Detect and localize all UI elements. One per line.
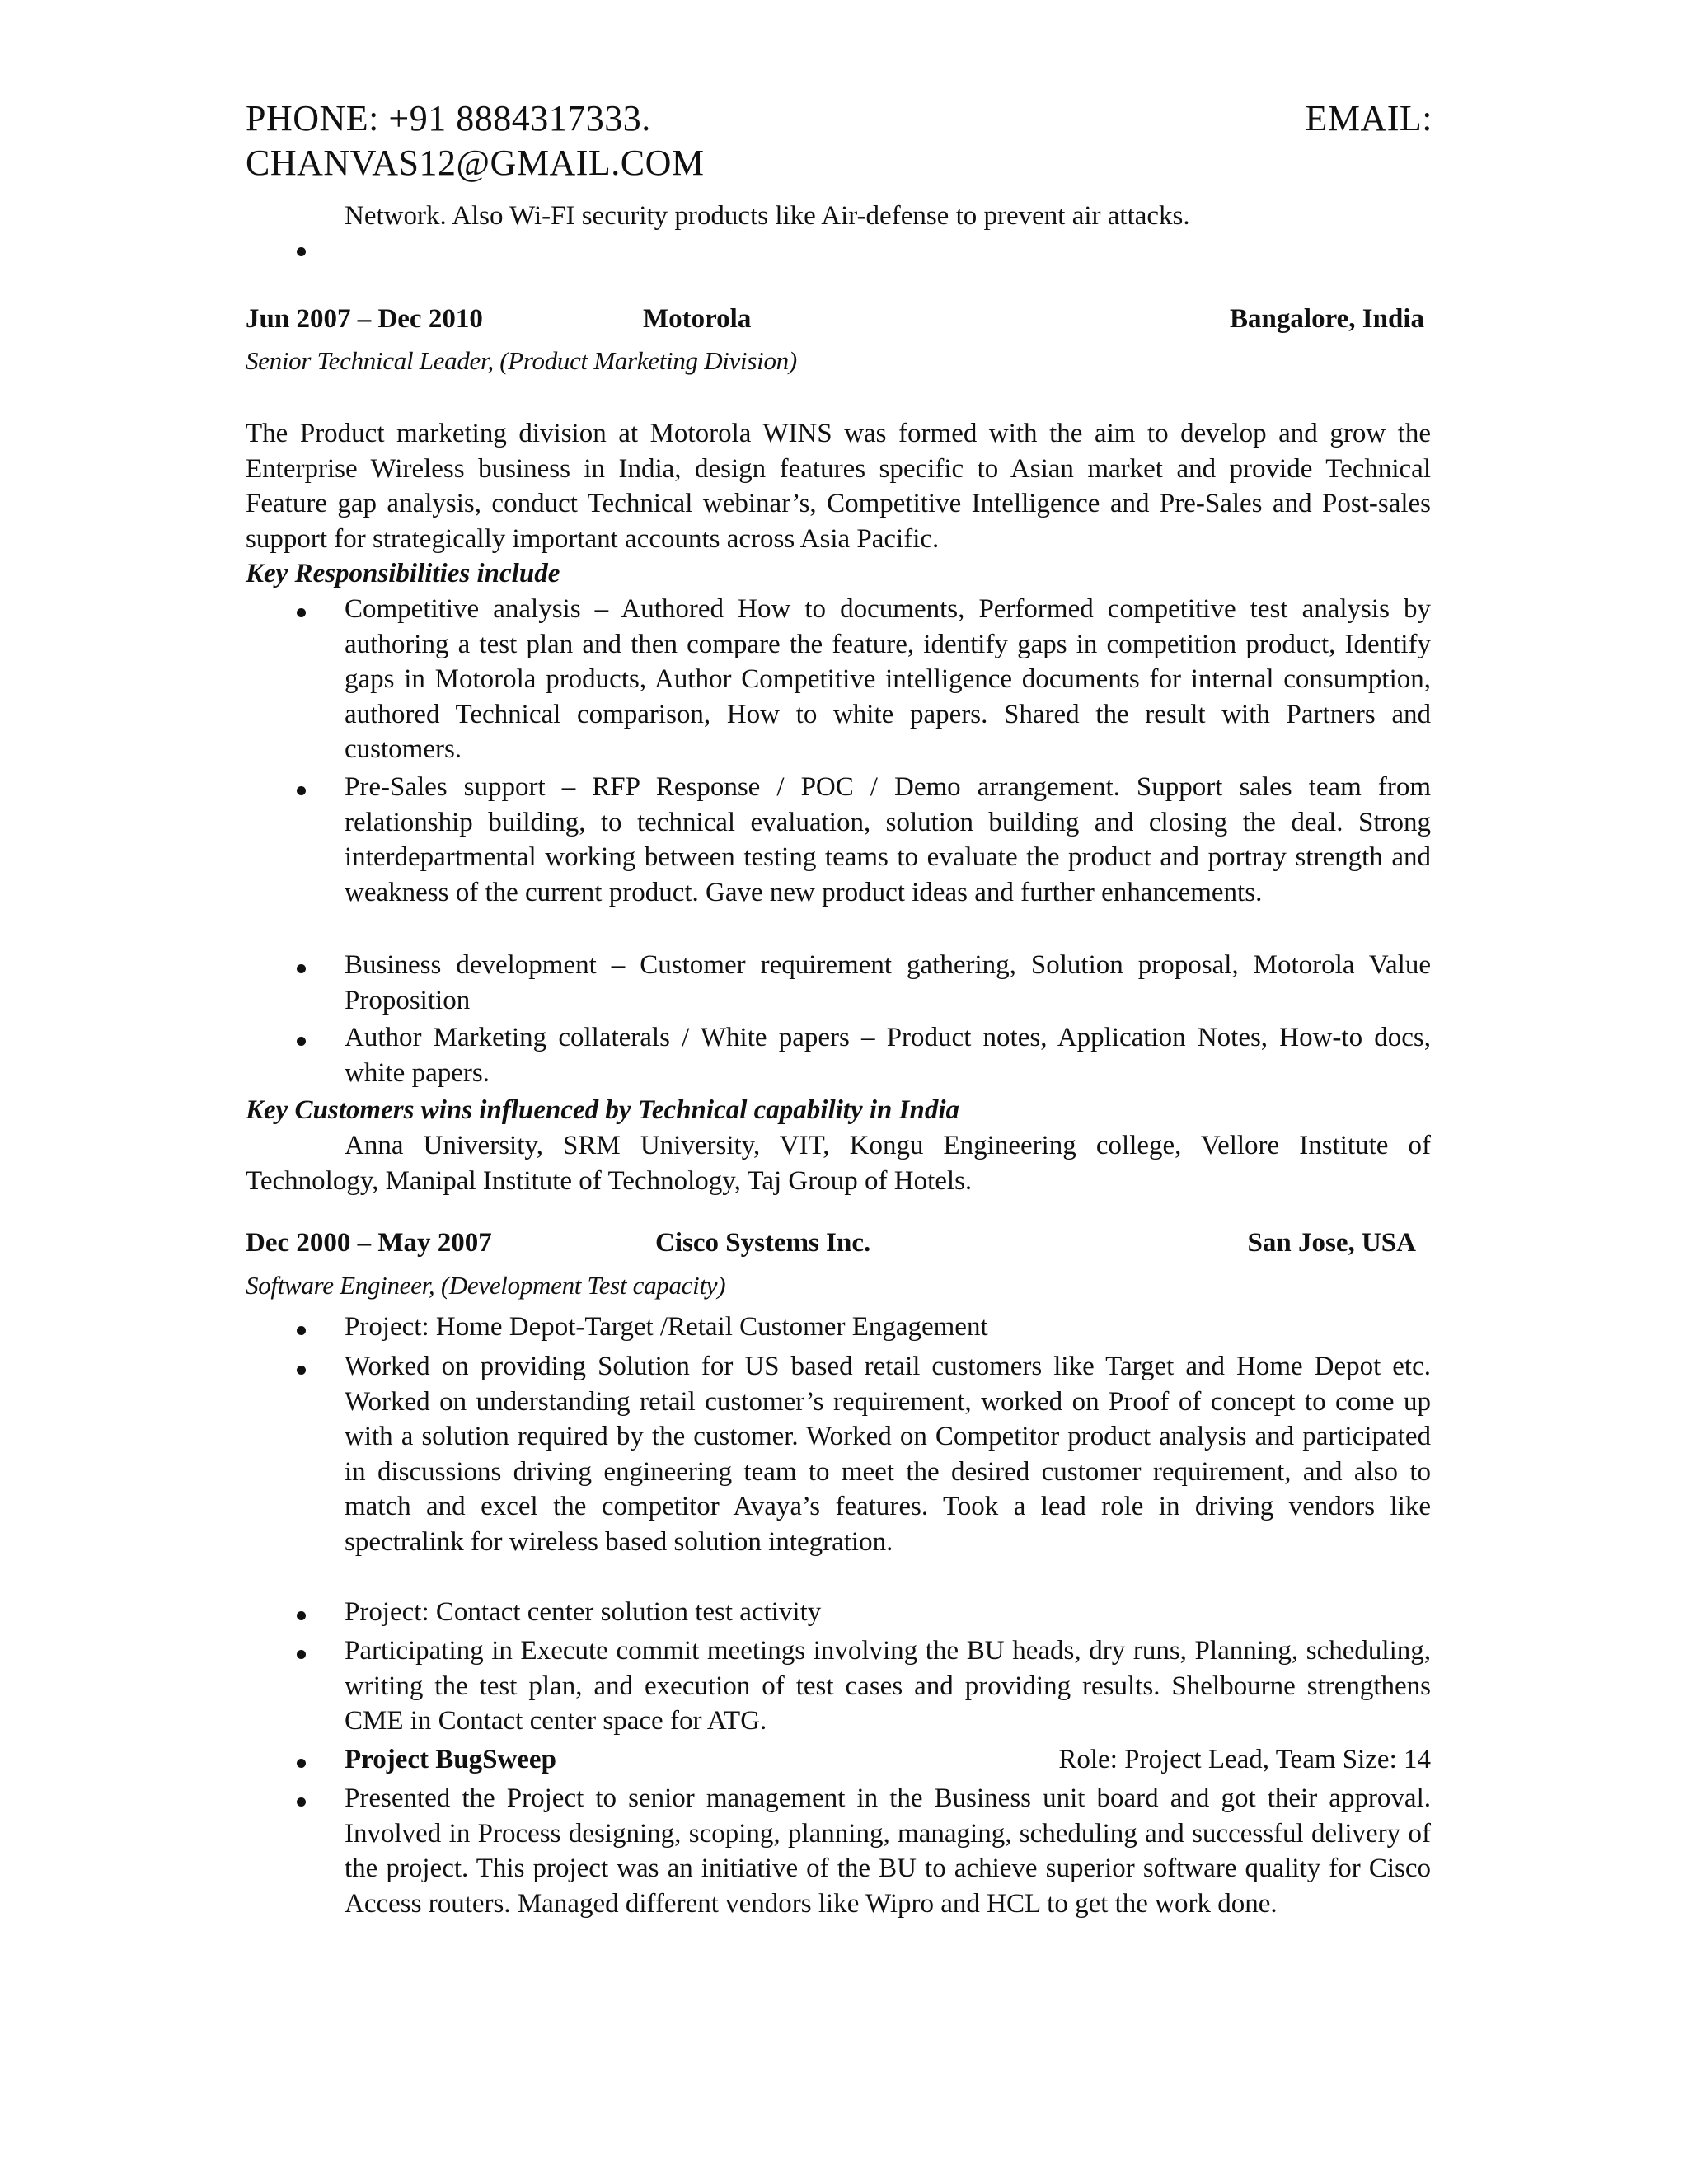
bullet-icon xyxy=(297,786,306,795)
responsibility-item: Pre-Sales support – RFP Response / POC / Demo arrangement. Support sales team from relationship building, to technical evaluation, solution building and closing the deal. Strong interdepartmental working between testing teams to evaluate the product and portray strength and weakness of the current product. Gave new product ideas and further enhancements. xyxy=(345,772,1431,907)
motorola-summary: The Product marketing division at Motorola WINS was formed with the aim to develop and grow the Enterprise Wireless business in India, design features specific to Asian market and provide Technical Feature gap analysis, conduct Technical webinar’s, Competitive Intelligence and Pre-Sales and Post-sales support for strategically important accounts across Asia Pacific. xyxy=(246,419,1431,554)
motorola-dates: Jun 2007 – Dec 2010 xyxy=(246,304,483,334)
project-name: Project BugSweep xyxy=(345,1745,556,1774)
responsibility-item: Author Marketing collaterals / White papers – Product notes, Application Notes, How-to docs, white papers. xyxy=(345,1023,1431,1088)
motorola-job-title: Senior Technical Leader, (Product Marketing Division) xyxy=(246,346,797,375)
motorola-location: Bangalore, India xyxy=(1230,304,1424,334)
bullet-icon xyxy=(297,1650,306,1659)
responsibility-item: Competitive analysis – Authored How to documents, Performed competitive test analysis by authoring a test plan and then compare the feature, identify gaps in competition product, Identify gaps in Motorola products, Author Competitive intelligence documents for internal consumption, authored Technical comparison, How to white papers. Shared the result with Partners and customers. xyxy=(345,594,1431,764)
cisco-item: Worked on providing Solution for US based retail customers like Target and Home Depot etc. Worked on understanding retail customer’s requirement, worked on Proof of concept to come up with a solution required by the customer. Worked on Competitor product analysis and participated in discussions driving engineering team to meet the desired customer requirement, and also to match and excel the competitor Avaya’s features. Took a lead role in driving vendors like spectralink for wireless based solution integration. xyxy=(345,1352,1431,1557)
responsibility-item: Business development – Customer requirement gathering, Solution proposal, Motorola Value Proposition xyxy=(345,950,1431,1015)
cisco-item: Participating in Execute commit meetings involving the BU heads, dry runs, Planning, scheduling, writing the test plan, and execution of test cases and providing results. Shelbourne strengthens CME in Contact center space for ATG. xyxy=(345,1636,1431,1736)
project-description: Presented the Project to senior management in the Business unit board and got their approval. Involved in Process designing, scoping, planning, managing, scheduling and successful delivery of the project. This project was an initiative of the BU to achieve superior software quality for Cisco Access routers. Managed different vendors like Wipro and HCL to get the work done. xyxy=(345,1783,1431,1919)
cisco-company: Cisco Systems Inc. xyxy=(655,1228,871,1258)
bullet-icon xyxy=(297,1366,306,1375)
cisco-item: Project: Home Depot-Target /Retail Customer Engagement xyxy=(345,1312,988,1342)
bullet-icon xyxy=(297,964,306,973)
cisco-item: Project: Contact center solution test activity xyxy=(345,1597,822,1627)
email-label: EMAIL: xyxy=(1305,98,1432,138)
responsibilities-heading: Key Responsibilities include xyxy=(246,559,560,588)
customer-wins-heading: Key Customers wins influenced by Technical capability in India xyxy=(246,1095,959,1125)
customer-wins-text: Anna University, SRM University, VIT, Kongu Engineering college, Vellore Institute of Technology, Manipal Institute of Technology, Taj Group of Hotels. xyxy=(246,1131,1431,1196)
project-role: Role: Project Lead, Team Size: 14 xyxy=(1058,1745,1431,1774)
cisco-location: San Jose, USA xyxy=(1247,1228,1416,1258)
bullet-icon xyxy=(297,1037,306,1046)
bullet-icon xyxy=(297,1759,306,1768)
cisco-dates: Dec 2000 – May 2007 xyxy=(246,1228,492,1258)
bullet-icon xyxy=(297,1326,306,1335)
motorola-company: Motorola xyxy=(643,304,752,334)
bullet-icon xyxy=(297,1797,306,1807)
empty-bullet-icon xyxy=(297,247,306,256)
carryover-line: Network. Also Wi-FI security products like Air-defense to prevent air attacks. xyxy=(345,201,1190,231)
phone-line: PHONE: +91 8884317333. xyxy=(246,98,651,138)
bullet-icon xyxy=(297,1611,306,1620)
cisco-job-title: Software Engineer, (Development Test capacity) xyxy=(246,1271,726,1300)
email-address: CHANVAS12@GMAIL.COM xyxy=(246,143,705,183)
bullet-icon xyxy=(297,608,306,617)
